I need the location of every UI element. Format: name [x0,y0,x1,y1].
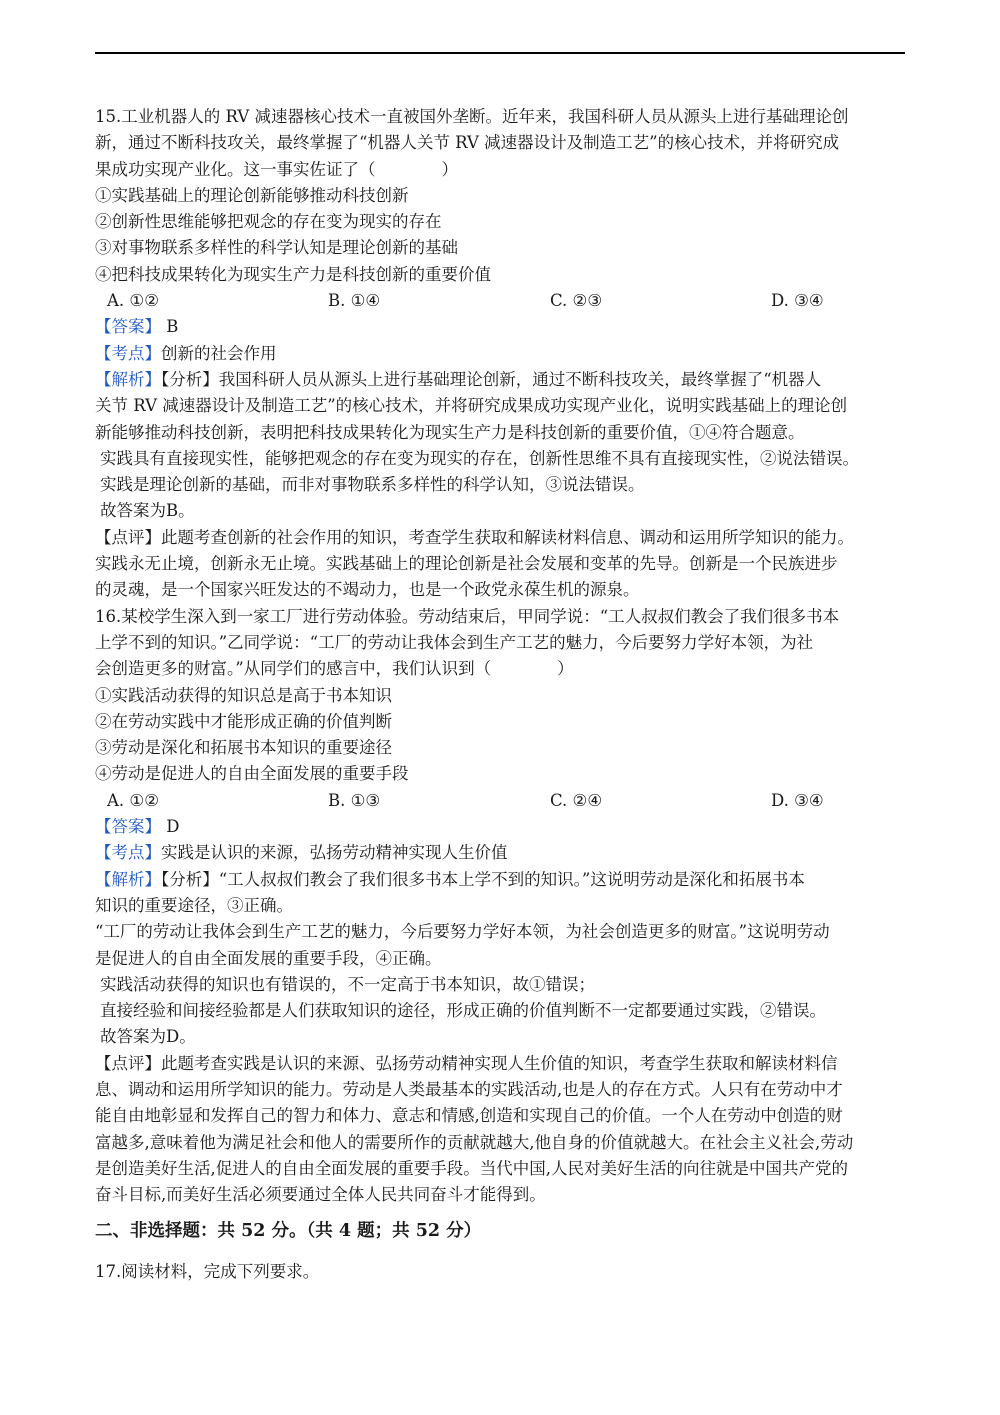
q15-option-b: B. ①④ [328,291,381,311]
q16-stem-line: 会创造更多的财富。”从同学们的感言中，我们认识到（ ） [95,659,574,679]
q16-comment-line: 能自由地彰显和发挥自己的智力和体力、意志和情感,创造和实现自己的价值。一个人在劳动中创造的财 [95,1106,843,1126]
q16-analysis-line: 故答案为D。 [100,1027,196,1047]
q16-analysis-line: 是促进人的自由全面发展的重要手段，④正确。 [95,948,442,968]
q15-option-d: D. ③④ [771,291,824,311]
q15-comment-line: 【点评】此题考查创新的社会作用的知识，考查学生获取和解读材料信息、调动和运用所学知识的能力。 [95,527,854,547]
answer-tag: 【答案】 [95,317,161,337]
q16-point-value: 实践是认识的来源，弘扬劳动精神实现人生价值 [161,843,508,863]
q16-analysis-line: “工厂的劳动让我体会到生产工艺的魅力，今后要努力学好本领，为社会创造更多的财富。”这说明劳动 [95,922,830,942]
analysis-tag: 【解析】 [95,869,161,889]
q15-answer-value: B [161,317,179,337]
q16-option-a: A. ①② [107,790,159,810]
q15-analysis-line: 新能够推动科技创新，表明把科技成果转化为现实生产力是科技创新的重要价值，①④符合题意。 [95,422,805,442]
q16-comment-line: 息、调动和运用所学知识的能力。劳动是人类最基本的实践活动,也是人的存在方式。人只有在劳动中才 [95,1079,843,1099]
q17-stem: 17.阅读材料，完成下列要求。 [95,1262,320,1282]
analysis-tag: 【解析】 [95,369,161,389]
q15-options [95,288,910,314]
q16-analysis-line: 直接经验和间接经验都是人们获取知识的途径，形成正确的价值判断不一定都要通过实践，②错误。 [100,1001,826,1021]
q15-point-value: 创新的社会作用 [161,343,277,363]
q16-comment-line: 富越多,意味着他为满足社会和他人的需要所作的贡献就越大,他自身的价值就越大。在社会主义社会,劳动 [95,1132,854,1152]
q16-analysis [95,867,910,893]
q16-statement: ③劳动是深化和拓展书本知识的重要途径 [95,738,392,758]
q15-analysis-line: 关节 RV 减速器设计及制造工艺”的核心技术，并将研究成果成功实现产业化，说明实践基础上的理论创 [95,396,848,416]
q16-options [95,788,910,814]
q15-statement: ④把科技成果转化为现实生产力是科技创新的重要价值 [95,264,491,284]
q16-comment-line: 【点评】此题考查实践是认识的来源、弘扬劳动精神实现人生价值的知识，考查学生获取和解读材料信 [95,1053,838,1073]
q16-statement: ④劳动是促进人的自由全面发展的重要手段 [95,764,409,784]
q15-option-a: A. ①② [107,291,159,311]
q15-stem-line: 果成功实现产业化。这一事实佐证了（ ） [95,159,458,179]
q16-analysis-line: 知识的重要途径，③正确。 [95,895,293,915]
q15-stem-line: 15.工业机器人的 RV 减速器核心技术一直被国外垄断。近年来，我国科研人员从源头上进行基础理论创 [95,107,849,126]
question-15 [95,104,910,604]
question-16 [95,604,910,1209]
point-tag: 【考点】 [95,843,161,863]
q15-analysis [95,367,910,393]
q16-statement: ①实践活动获得的知识总是高于书本知识 [95,685,392,705]
q16-comment-line: 奋斗目标,而美好生活必须要通过全体人民共同奋斗才能得到。 [95,1185,546,1205]
q16-option-b: B. ①③ [328,790,381,810]
q16-stem-line: 16.某校学生深入到一家工厂进行劳动体验。劳动结束后，甲同学说：“工人叔叔们教会了我们很多书本 [95,606,840,626]
q16-point [95,840,910,866]
document-body [95,104,910,1286]
q16-statement: ②在劳动实践中才能形成正确的价值判断 [95,711,392,731]
q15-statement: ②创新性思维能够把观念的存在变为现实的存在 [95,212,442,232]
q15-analysis-text: 【分析】我国科研人员从源头上进行基础理论创新，通过不断科技攻关，最终掌握了“机器人 [161,369,822,389]
q15-stem-line: 新，通过不断科技攻关，最终掌握了“机器人关节 RV 减速器设计及制造工艺”的核心技术，并将研究成 [95,133,840,153]
header-rule [95,52,905,54]
q16-stem-line: 上学不到的知识。”乙同学说：“工厂的劳动让我体会到生产工艺的魅力，今后要努力学好本领，为社 [95,632,814,652]
q15-analysis-line: 实践具有直接现实性，能够把观念的存在变为现实的存在，创新性思维不具有直接现实性，②说法错误。 [100,448,859,468]
q16-option-d: D. ③④ [771,790,824,810]
q15-comment-line: 实践永无止境，创新永无止境。实践基础上的理论创新是社会发展和变革的先导。创新是一个民族进步 [95,554,838,574]
q16-comment-line: 是创造美好生活,促进人的自由全面发展的重要手段。当代中国,人民对美好生活的向往就是中国共产党的 [95,1158,848,1178]
q15-analysis-line: 实践是理论创新的基础，而非对事物联系多样性的科学认知，③说法错误。 [100,475,645,495]
q15-comment-line: 的灵魂，是一个国家兴旺发达的不竭动力，也是一个政党永葆生机的源泉。 [95,580,640,600]
q16-analysis-text: 【分析】“工人叔叔们教会了我们很多书本上学不到的知识。”这说明劳动是深化和拓展书本 [161,869,805,889]
q16-analysis-line: 实践活动获得的知识也有错误的，不一定高于书本知识，故①错误； [100,974,595,994]
q15-answer [95,314,910,340]
q15-statement: ①实践基础上的理论创新能够推动科技创新 [95,185,409,205]
q16-answer-value: D [161,817,180,837]
q15-statement: ③对事物联系多样性的科学认知是理论创新的基础 [95,238,458,258]
q15-option-c: C. ②③ [550,291,603,311]
q15-point [95,341,910,367]
q16-answer [95,814,910,840]
q16-option-c: C. ②④ [550,790,603,810]
point-tag: 【考点】 [95,343,161,363]
section-2-title: 二、非选择题：共 52 分。（共 4 题；共 52 分） [95,1221,482,1242]
q15-analysis-line: 故答案为B。 [100,501,195,521]
answer-tag: 【答案】 [95,817,161,837]
